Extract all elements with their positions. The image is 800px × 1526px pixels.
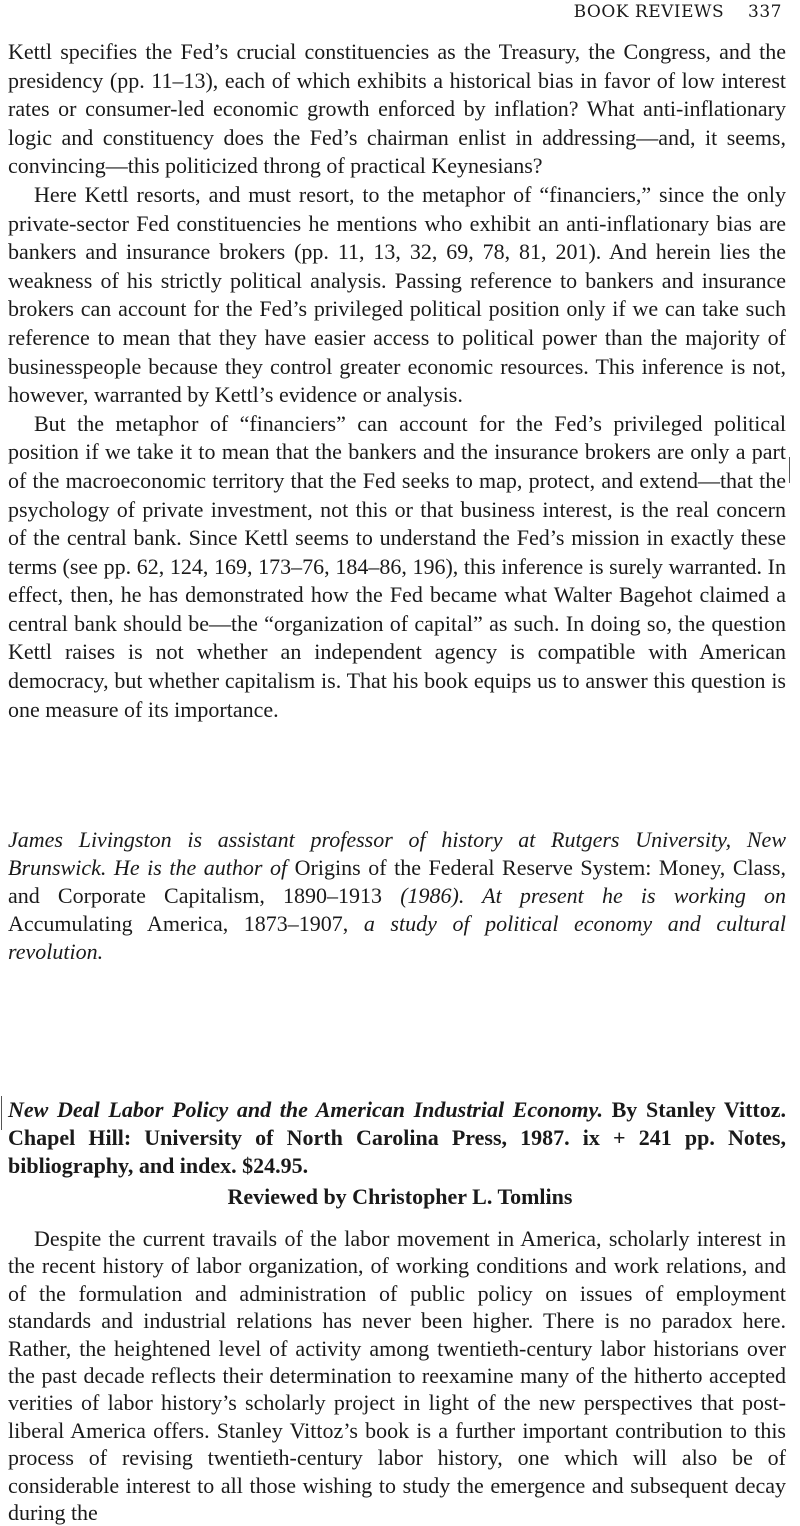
bio-book-title: Accumulating America, 1873–1907,: [8, 911, 349, 936]
bio-text: a study of political economy and cultural revolution.: [8, 911, 786, 964]
running-head-title: BOOK REVIEWS: [573, 2, 725, 22]
paragraph: But the metaphor of “financiers” can account for the Fed’s privileged political position if we take it to mean that the bankers and the insurance brokers are only a part of the macroeconomic territory that the Fed seeks to map, protect, and extend—that the psychology of private investment, not this or that business interest, is the real concern of the central bank. Since Kettl seems to understand the Fed’s mission in exactly these terms (see pp. 62, 124, 169, 173–76, 184–86, 196), this inference is surely warranted. In effect, then, he has demonstrated how the Fed became what Walter Bagehot claimed a central bank should be—the “organization of capital” as such. In doing so, the question Kettl raises is not whether an independent agency is compatible with American democracy, but whether capitalism is. That his book equips us to answer this question is one measure of its importance.: [8, 410, 786, 722]
margin-mark: [789, 457, 790, 483]
reviewer-bio: [8, 826, 786, 966]
review-continuation: [8, 38, 786, 724]
page-number: 337: [748, 2, 782, 22]
bio-text: (1986). At present he is working on: [382, 883, 786, 908]
bio-book-title: Origins of the Federal Reserve System: Money, Class, and Corporate Capitalism, 1890–1913: [8, 855, 786, 908]
reviewer-line: Reviewed by Christopher L. Tomlins: [227, 1184, 573, 1209]
bio-text: James Livingston is assistant professor of history at Rutgers University, New Brunswick. He is the author of: [8, 827, 786, 880]
citation-details: By Stanley Vittoz. Chapel Hill: University of North Carolina Press, 1987. ix + 241 pp. Notes, bibliography, and index. $24.95.: [8, 1097, 786, 1178]
paragraph: Here Kettl resorts, and must resort, to the metaphor of “financiers,” since the only private-sector Fed constituencies he mentions who exhibit an anti-inflationary bias are bankers and insurance brokers (pp. 11, 13, 32, 69, 78, 81, 201). And herein lies the weakness of his strictly political analysis. Passing reference to bankers and insurance brokers can account for the Fed’s privileged political position only if we can take such reference to mean that they have easier access to political power than the majority of businesspeople because they control greater economic resources. This inference is not, however, warranted by Kettl’s evidence or analysis.: [8, 181, 786, 408]
paragraph: Despite the current travails of the labor movement in America, scholarly interest in the recent history of labor organization, of working conditions and work relations, and of the formulation and administration of public policy on issues of employment standards and industrial relations has never been higher. There is no paradox here. Rather, the heightened level of activity among twentieth-century labor historians over the past decade reflects their determination to reexamine many of the hitherto accepted verities of labor history’s scholarly project in light of the new perspectives that post-liberal America offers. Stanley Vittoz’s book is a further important contribution to this process of revising twentieth-century labor history, one which will also be of considerable interest to all those wishing to study the emergence and subsequent decay during the: [8, 1226, 786, 1526]
margin-mark: [1, 1096, 2, 1130]
review-citation: [8, 1096, 786, 1180]
running-head: [574, 0, 782, 24]
paragraph: Kettl specifies the Fed’s crucial constituencies as the Treasury, the Congress, and the presidency (pp. 11–13), each of which exhibits a historical bias in favor of low interest rates or consumer-led economic growth enforced by inflation? What anti-inflationary logic and constituency does the Fed’s chairman enlist in addressing—and, it seems, convincing—this politicized throng of practical Keynesians?: [8, 39, 786, 179]
book-title: New Deal Labor Policy and the American Industrial Economy.: [8, 1097, 603, 1122]
review-body: [8, 1225, 786, 1526]
